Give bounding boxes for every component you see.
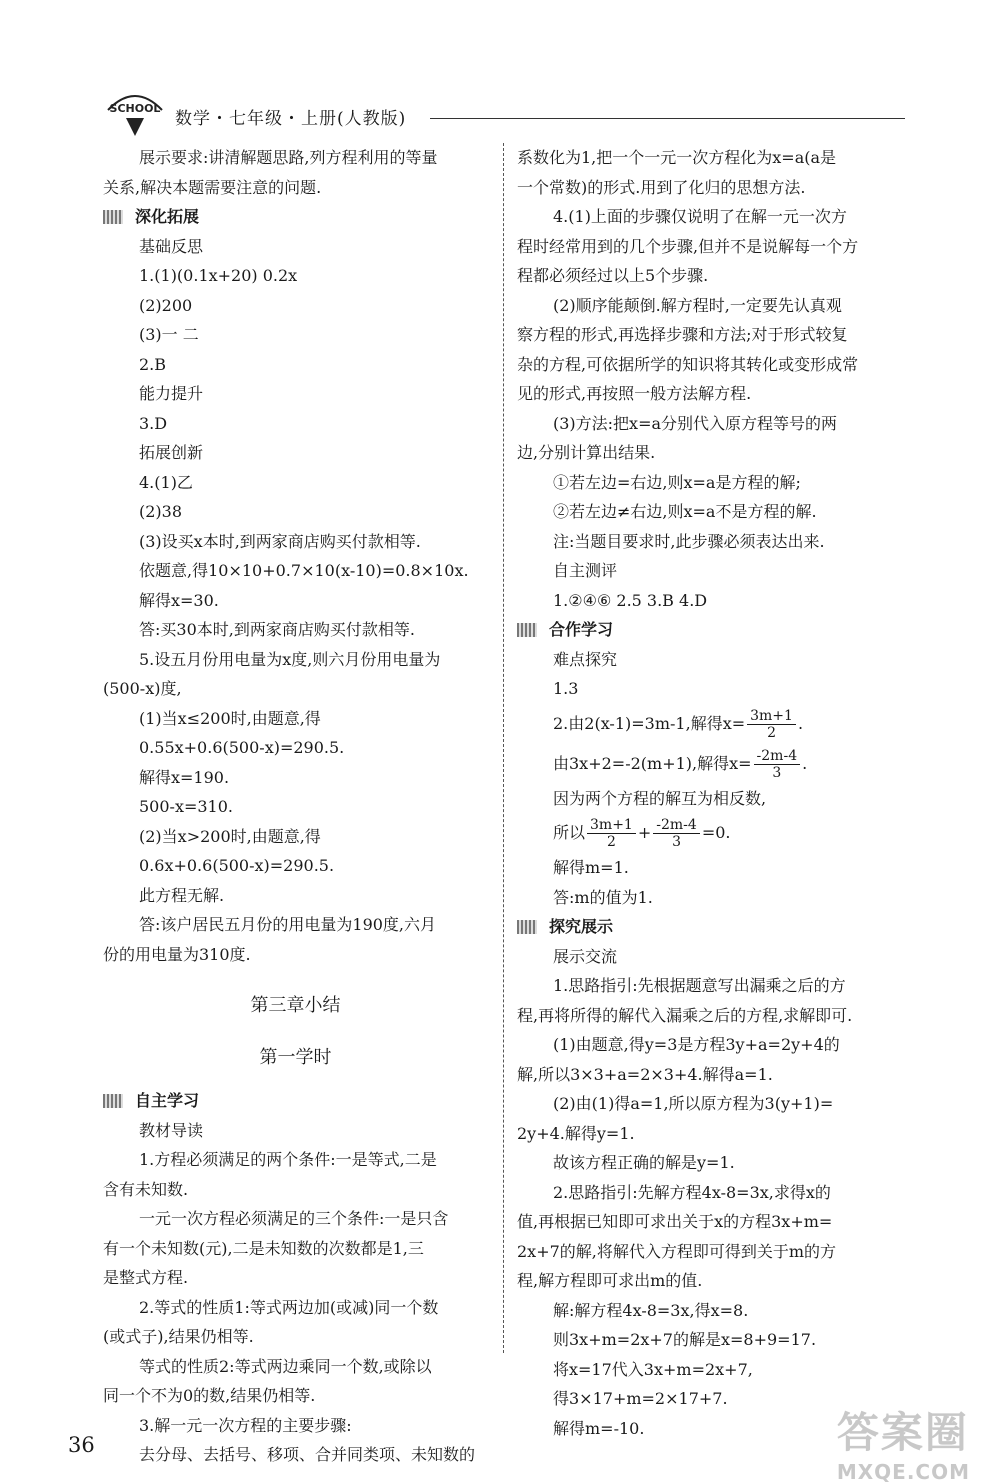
text-line: 程,解方程即可求出m的值. [517, 1271, 703, 1290]
text-line: 察方程的形式,再选择步骤和方法;对于形式较复 [517, 325, 848, 344]
text-line: (或式子),结果仍相等. [103, 1327, 254, 1346]
text-line: 答:该户居民五月份的用电量为190度,六月 [139, 915, 437, 934]
fraction [653, 817, 700, 850]
spacer [103, 1021, 488, 1043]
text-line: 0.55x+0.6(500-x)=290.5. [139, 738, 345, 757]
fraction [587, 817, 636, 850]
text-line: 3.解一元一次方程的主要步骤: [139, 1415, 352, 1435]
text-line: 2.等式的性质1:等式两边加(或减)同一个数 [139, 1297, 439, 1317]
section-title: 深化拓展 [135, 207, 200, 226]
text-line: 教材导读 [139, 1120, 204, 1140]
fraction-denominator: 2 [606, 834, 616, 850]
text-line: 程都必须经过以上5个步骤. [517, 266, 709, 285]
text-line: 自主测评 [553, 561, 618, 580]
section-title: 探究展示 [549, 917, 614, 936]
text-line: (3)一 二 [139, 325, 199, 344]
text-line: (2)顺序能颠倒.解方程时,一定要先认真观 [553, 295, 842, 315]
text-line: 答:m的值为1. [553, 887, 653, 907]
fraction [754, 748, 801, 781]
page-number: 36 [68, 1433, 95, 1457]
text-line: 解,所以3×3+a=2×3+4.解得a=1. [517, 1064, 773, 1084]
section-marker-icon [103, 1094, 123, 1108]
section-marker-icon [103, 210, 123, 224]
text-line: 则3x+m=2x+7的解是x=8+9=17. [553, 1330, 817, 1349]
text-line: 1.②④⑥ 2.5 3.B 4.D [553, 590, 708, 610]
text-line: 2.B [139, 354, 167, 374]
section-heading [517, 912, 902, 942]
section-marker-icon [517, 920, 537, 934]
text-line: 因为两个方程的解互为相反数, [553, 788, 767, 808]
text-line: 展示交流 [553, 946, 618, 966]
text-line: 等式的性质2:等式两边乘同一个数,或除以 [139, 1356, 432, 1376]
text-line: 1.方程必须满足的两个条件:一是等式,二是 [139, 1150, 437, 1169]
text-line: 基础反思 [139, 236, 204, 256]
text-line: 一元一次方程必须满足的三个条件:一是只含 [139, 1209, 449, 1228]
text-line: 解得m=-10. [553, 1418, 645, 1438]
fraction-numerator: 3m+1 [747, 708, 796, 725]
equation-line [517, 813, 902, 853]
text-line: 程时经常用到的几个步骤,但并不是说解每一个方 [517, 236, 859, 256]
fraction-numerator: -2m-4 [754, 748, 801, 765]
equation-text: 所以 [553, 823, 586, 842]
text-line: 2x+7的解,将解代入方程即可得到关于m的方 [517, 1241, 837, 1261]
lesson-title: 第一学时 [259, 1046, 332, 1068]
equation-text: 由3x+2=-2(m+1),解得x= [553, 753, 752, 773]
fraction [747, 708, 796, 741]
text-line: 1.思路指引:先根据题意写出漏乘之后的方 [553, 976, 846, 995]
text-line: (2)当x>200时,由题意,得 [139, 826, 321, 846]
text-line: 故该方程正确的解是y=1. [553, 1153, 735, 1172]
text-line: ②若左边≠右边,则x=a不是方程的解. [553, 502, 817, 521]
text-line: ①若左边=右边,则x=a是方程的解; [553, 472, 801, 492]
text-line: 能力提升 [139, 384, 204, 403]
watermark-logo-text: 答案圈 [836, 1408, 969, 1457]
spacer [103, 1072, 488, 1086]
text-line: 有一个未知数(元),二是未知数的次数都是1,三 [103, 1238, 424, 1258]
watermark [837, 1400, 970, 1484]
text-line: (2)由(1)得a=1,所以原方程为3(y+1)= [553, 1094, 834, 1113]
fraction-denominator: 3 [672, 834, 681, 850]
text-line: (2)38 [139, 502, 183, 521]
section-heading [103, 1086, 488, 1116]
section-heading [517, 615, 902, 645]
text-line: (3)方法:把x=a分别代入原方程等号的两 [553, 413, 838, 433]
text-line: 一个常数)的形式.用到了化归的思想方法. [517, 177, 806, 197]
section-heading [103, 202, 488, 232]
text-line: 难点探究 [553, 649, 618, 669]
text-line: 拓展创新 [139, 443, 204, 462]
text-line: 1.3 [553, 679, 579, 698]
text-line: (500-x)度, [103, 679, 182, 698]
spacer [103, 969, 488, 991]
section-title: 自主学习 [135, 1091, 200, 1110]
text-line: 份的用电量为310度. [103, 944, 251, 964]
text-line: 4.(1)上面的步骤仅说明了在解一元一次方 [553, 207, 847, 226]
text-line: 程,再将所得的解代入漏乘之后的方程,求解即可. [517, 1005, 853, 1025]
text-line: (3)设买x本时,到两家商店购买付款相等. [139, 531, 421, 551]
text-line: 得3×17+m=2×17+7. [553, 1389, 728, 1408]
header-title: 数学・七年级・上册(人教版) [175, 109, 407, 129]
watermark-url: MXQE.COM [836, 1460, 970, 1484]
section-marker-icon [517, 623, 537, 637]
text-line: 注:当题目要求时,此步骤必须表达出来. [553, 531, 825, 551]
text-line: 解:解方程4x-8=3x,得x=8. [553, 1300, 749, 1320]
text-line: 3.D [139, 413, 168, 433]
text-line: 解得x=30. [139, 590, 219, 610]
text-line: 系数化为1,把一个一元一次方程化为x=a(a是 [517, 148, 837, 167]
text-line: 值,再根据已知即可求出关于x的方程3x+m= [517, 1212, 833, 1231]
equation-line: 由3x+2=-2(m+1),解得x= $\frac{-2m-4}{3}$ . [553, 747, 808, 781]
text-line: 杂的方程,可依据所学的知识将其转化或变形成常 [517, 354, 859, 374]
text-line: 2y+4.解得y=1. [517, 1123, 635, 1143]
right-column [517, 143, 902, 1443]
text-line: 展示要求:讲清解题思路,列方程利用的等量 [139, 148, 438, 167]
left-column [103, 143, 488, 1470]
fraction-denominator: 3 [772, 764, 782, 781]
text-line: 见的形式,再按照一般方法解方程. [517, 384, 752, 403]
text-line: 此方程无解. [139, 885, 225, 905]
text-line: 2.思路指引:先解方程4x-8=3x,求得x的 [553, 1182, 831, 1202]
text-line: 解得m=1. [553, 858, 629, 877]
section-title: 合作学习 [549, 620, 614, 639]
text-line: (1)由题意,得y=3是方程3y+a=2y+4的 [553, 1035, 840, 1054]
text-line: 去分母、去括号、移项、合并同类项、未知数的 [139, 1445, 476, 1464]
equation-text: 2.由2(x-1)=3m-1,解得x= [553, 713, 746, 733]
text-line: 同一个不为0的数,结果仍相等. [103, 1386, 316, 1405]
text-line: 将x=17代入3x+m=2x+7, [553, 1359, 753, 1379]
plus-sign: + [637, 823, 652, 842]
school-logo-icon [100, 90, 170, 140]
text-line: 500-x=310. [139, 797, 233, 816]
equation-line: 2.由2(x-1)=3m-1,解得x= $\frac{3m+1}{2}$ . [553, 707, 804, 741]
header-rule [430, 118, 905, 119]
text-line: (1)当x≤200时,由题意,得 [139, 708, 321, 728]
text-line: 是整式方程. [103, 1268, 189, 1287]
text-line: 依题意,得10×10+0.7×10(x-10)=0.8×10x. [139, 561, 469, 580]
page-header [100, 90, 905, 138]
text-line: 4.(1)乙 [139, 472, 193, 492]
svg-text:SCHOOL: SCHOOL [109, 102, 161, 115]
text-line: 含有未知数. [103, 1179, 189, 1199]
column-divider [503, 143, 504, 1353]
text-line: 5.设五月份用电量为x度,则六月份用电量为 [139, 649, 441, 669]
text-line: 0.6x+0.6(500-x)=290.5. [139, 856, 335, 875]
fraction-numerator: 3m+1 [587, 817, 636, 834]
text-line: 边,分别计算出结果. [517, 443, 656, 462]
text-line: 1.(1)(0.1x+20) 0.2x [139, 266, 298, 285]
chapter-title: 第三章小结 [250, 995, 341, 1016]
text-line: 关系,解决本题需要注意的问题. [103, 177, 322, 197]
equation-text: =0. [701, 823, 731, 842]
text-line: 答:买30本时,到两家商店购买付款相等. [139, 620, 415, 639]
text-line: 解得x=190. [139, 767, 230, 787]
fraction-denominator: 2 [767, 724, 776, 741]
fraction-numerator: -2m-4 [653, 817, 700, 834]
text-line: (2)200 [139, 295, 193, 315]
